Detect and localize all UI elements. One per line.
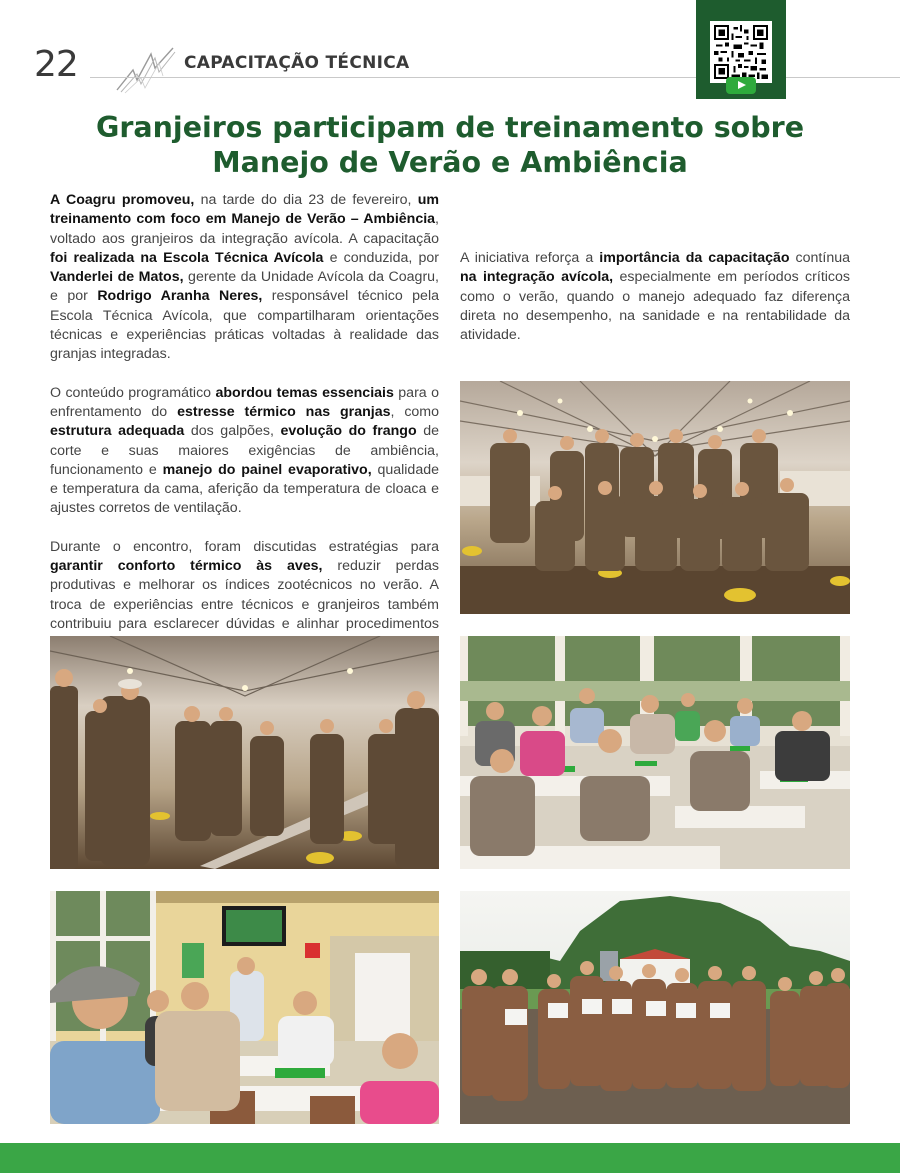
bold-run: garantir conforto térmico às aves, [50,558,323,575]
paragraph-4 [460,249,850,345]
bold-run: estresse térmico nas granjas [177,403,391,420]
bold-run: manejo do painel evaporativo, [162,461,372,478]
text-run: especialmente em períodos críticos como o verão, quando o manejo adequado faz diferença direta no desempenho, na sanidade e na rentabilidade da atividade. [460,269,850,344]
page-number: 22 [34,44,78,85]
qr-code-icon [714,25,768,79]
article-column-right [460,191,850,364]
photo-classroom-session [460,636,850,869]
text-run: e conduzida, por [323,249,439,266]
section-label: CAPACITAÇÃO TÉCNICA [184,53,410,73]
coagru-logo-icon [115,46,177,94]
bold-run: importância da capacitação [599,250,790,266]
text-run: reduzir perdas produtivas e melhorar os índices zootécnicos no verão. A troca de experiências entre técnicos e granjeiros também contribuiu para esclarecer dúvidas e alinhar procedimentos [50,558,439,632]
bold-run: na integração avícola, [460,269,614,286]
paragraph-3-continued [460,191,850,230]
text-run: O conteúdo programático [50,384,216,401]
text-run: na tarde do dia 23 de fevereiro, [194,192,418,208]
photo-presentation-room [50,891,439,1124]
bold-run: um treinamento com foco em Manejo de Verão – Ambiência [50,192,439,228]
text-run: , como [390,403,440,420]
bold-run: foi realizada na Escola Técnica Avícola [50,249,324,266]
article-title-line1: Granjeiros participam de treinamento sobre [95,111,805,144]
text-run: responsável técnico pela Escola Técnica Avícola, que compartilharam orientações técnicas e experiências práticas voltadas à realidade das granjas integradas. [50,288,439,363]
text-run: para o enfrentamento do [50,384,440,420]
paragraph-2 [50,384,439,519]
article-column-left [50,191,439,654]
text-run: contínua [789,250,850,266]
text-run: A iniciativa reforça a [460,250,600,266]
bold-run: A Coagru promoveu, [50,192,195,208]
bold-run: evolução do frango [280,423,417,440]
photo-group-aviary [460,381,850,614]
text-run: gerente da Unidade Avícola da Coagru, e por [50,269,439,305]
bold-run: abordou temas essenciais [215,384,394,401]
bold-run: Vanderlei de Matos, [50,269,184,286]
bold-run: Rodrigo Aranha Neres, [97,288,263,305]
youtube-play-icon[interactable] [726,77,756,94]
qr-code[interactable] [710,21,772,83]
text-run: , voltado aos granjeiros da integração avícola. A capacitação [50,211,439,247]
article-title-line2: Manejo de Verão e Ambiência [212,146,688,179]
text-run: de corte e suas maiores exigências de ambiência, funcionamento e [50,423,439,478]
text-run: dos galpões, [184,423,281,440]
footer-bar [0,1143,900,1173]
qr-panel[interactable] [696,0,786,99]
photo-aviary-walkthrough [50,636,439,869]
text-run: qualidade e temperatura da cama, aferição da temperatura de cloaca e ajustes corretos de ventilação. [50,461,439,517]
photo-certificates-outdoor [460,891,850,1124]
paragraph-1 [50,191,439,365]
text-run: Durante o encontro, foram discutidas estratégias para [50,538,439,555]
article-title [50,110,850,180]
bold-run: estrutura adequada [50,423,185,440]
